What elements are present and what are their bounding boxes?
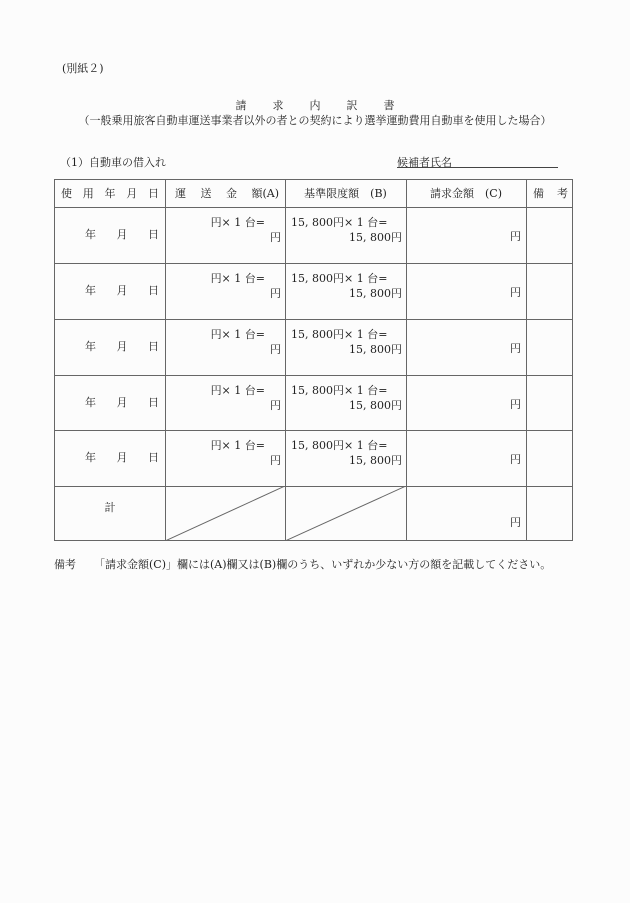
limit-formula: 15, 800円× 1 台=: [291, 439, 388, 452]
header-char: 備: [533, 187, 544, 200]
section-label: （1）自動車の借入れ: [60, 156, 166, 169]
table-row-limit-b: [285, 263, 406, 319]
day-suffix: 日: [148, 228, 159, 241]
header-char: 日: [148, 187, 159, 200]
document-subtitle: （一般乗用旅客自動車運送事業者以外の者との契約により選挙運動費用自動車を使用した場合）: [78, 114, 552, 127]
header-remarks: [526, 180, 573, 208]
amount-a-formula: 円× 1 台=: [210, 328, 265, 341]
footnote-label: 備考: [54, 558, 76, 571]
footnote-text: 「請求金額(C)」欄には(A)欄又は(B)欄のうち、いずれか少ない方の額を記載してください。: [94, 558, 552, 571]
table-row-amount-a[interactable]: [165, 263, 285, 319]
claim-yen: 円: [510, 286, 521, 299]
claim-yen: 円: [510, 453, 521, 466]
total-claim-yen: 円: [510, 516, 521, 529]
table-row-limit-b: [285, 319, 406, 375]
amount-a-formula: 円× 1 台=: [210, 439, 265, 452]
year-suffix: 年: [85, 284, 96, 297]
claim-yen: 円: [510, 342, 521, 355]
header-char: 用: [82, 187, 94, 200]
title-char: 請: [235, 99, 247, 112]
day-suffix: 日: [148, 396, 159, 409]
total-label-text: 計: [104, 501, 116, 514]
month-suffix: 月: [116, 284, 128, 297]
amount-a-result: 円: [270, 343, 281, 356]
table-row-amount-a[interactable]: [165, 319, 285, 375]
year-suffix: 年: [85, 451, 96, 464]
table-row-limit-b: [285, 375, 406, 431]
table-row-claim-c[interactable]: [406, 263, 526, 319]
limit-result: 15, 800円: [349, 287, 402, 300]
header-char: 年: [104, 187, 116, 200]
claim-table: [54, 179, 573, 541]
header-char: 月: [126, 187, 138, 200]
year-suffix: 年: [85, 228, 96, 241]
total-label: [55, 486, 165, 541]
header-transport-amount: [165, 180, 285, 208]
table-row-date[interactable]: [55, 430, 165, 486]
header-char: 運: [175, 187, 186, 200]
table-row-date[interactable]: [55, 207, 165, 263]
limit-result: 15, 800円: [349, 399, 402, 412]
table-row-remarks[interactable]: [526, 207, 573, 263]
limit-formula: 15, 800円× 1 台=: [291, 272, 388, 285]
claim-yen: 円: [510, 398, 521, 411]
attachment-label: (別紙２): [62, 62, 104, 75]
month-suffix: 月: [116, 340, 128, 353]
month-suffix: 月: [116, 451, 128, 464]
diagonal-strike-limit-b: [285, 486, 406, 541]
title-char: 訳: [346, 99, 358, 112]
header-claim-amount: 請求金額 (C): [430, 187, 502, 200]
table-row-amount-a[interactable]: [165, 375, 285, 431]
table-row-claim-c[interactable]: [406, 207, 526, 263]
title-char: 書: [383, 99, 395, 112]
document-title: [0, 97, 630, 113]
limit-formula: 15, 800円× 1 台=: [291, 216, 388, 229]
table-row-amount-a[interactable]: [165, 430, 285, 486]
header-char: 金: [225, 187, 237, 200]
table-row-claim-c[interactable]: [406, 375, 526, 431]
total-claim-cell[interactable]: [406, 486, 526, 541]
table-row-date[interactable]: [55, 319, 165, 375]
table-row-claim-c[interactable]: [406, 430, 526, 486]
amount-a-result: 円: [270, 231, 281, 244]
limit-result: 15, 800円: [349, 454, 402, 467]
title-char: 内: [309, 99, 321, 112]
amount-a-formula: 円× 1 台=: [210, 216, 265, 229]
day-suffix: 日: [148, 284, 159, 297]
diagonal-strike-amount-a: [165, 486, 285, 541]
header-char: 額(A): [251, 187, 279, 200]
limit-result: 15, 800円: [349, 343, 402, 356]
table-row-limit-b: [285, 430, 406, 486]
year-suffix: 年: [85, 340, 96, 353]
header-char: 考: [557, 187, 568, 200]
day-suffix: 日: [148, 340, 159, 353]
amount-a-result: 円: [270, 399, 281, 412]
title-char: 求: [272, 99, 284, 112]
amount-a-formula: 円× 1 台=: [210, 384, 265, 397]
candidate-name-label: 候補者氏名: [397, 156, 452, 169]
amount-a-formula: 円× 1 台=: [210, 272, 265, 285]
amount-a-result: 円: [270, 454, 281, 467]
table-row-date[interactable]: [55, 375, 165, 431]
limit-formula: 15, 800円× 1 台=: [291, 384, 388, 397]
footnote: [54, 556, 551, 572]
table-row-date[interactable]: [55, 263, 165, 319]
header-char: 使: [61, 187, 72, 200]
table-row-remarks[interactable]: [526, 263, 573, 319]
limit-formula: 15, 800円× 1 台=: [291, 328, 388, 341]
table-row-amount-a[interactable]: [165, 207, 285, 263]
candidate-name-field[interactable]: [397, 154, 558, 168]
total-remarks-cell[interactable]: [526, 486, 573, 541]
month-suffix: 月: [116, 396, 128, 409]
year-suffix: 年: [85, 396, 96, 409]
limit-result: 15, 800円: [349, 231, 402, 244]
header-usage-date: [55, 180, 165, 208]
header-limit-amount: 基準限度額 (B): [304, 187, 387, 200]
table-row-remarks[interactable]: [526, 319, 573, 375]
month-suffix: 月: [116, 228, 128, 241]
claim-yen: 円: [510, 230, 521, 243]
table-row-claim-c[interactable]: [406, 319, 526, 375]
table-row-remarks[interactable]: [526, 430, 573, 486]
table-row-limit-b: [285, 207, 406, 263]
day-suffix: 日: [148, 451, 159, 464]
header-char: 送: [200, 187, 212, 200]
amount-a-result: 円: [270, 287, 281, 300]
table-row-remarks[interactable]: [526, 375, 573, 431]
